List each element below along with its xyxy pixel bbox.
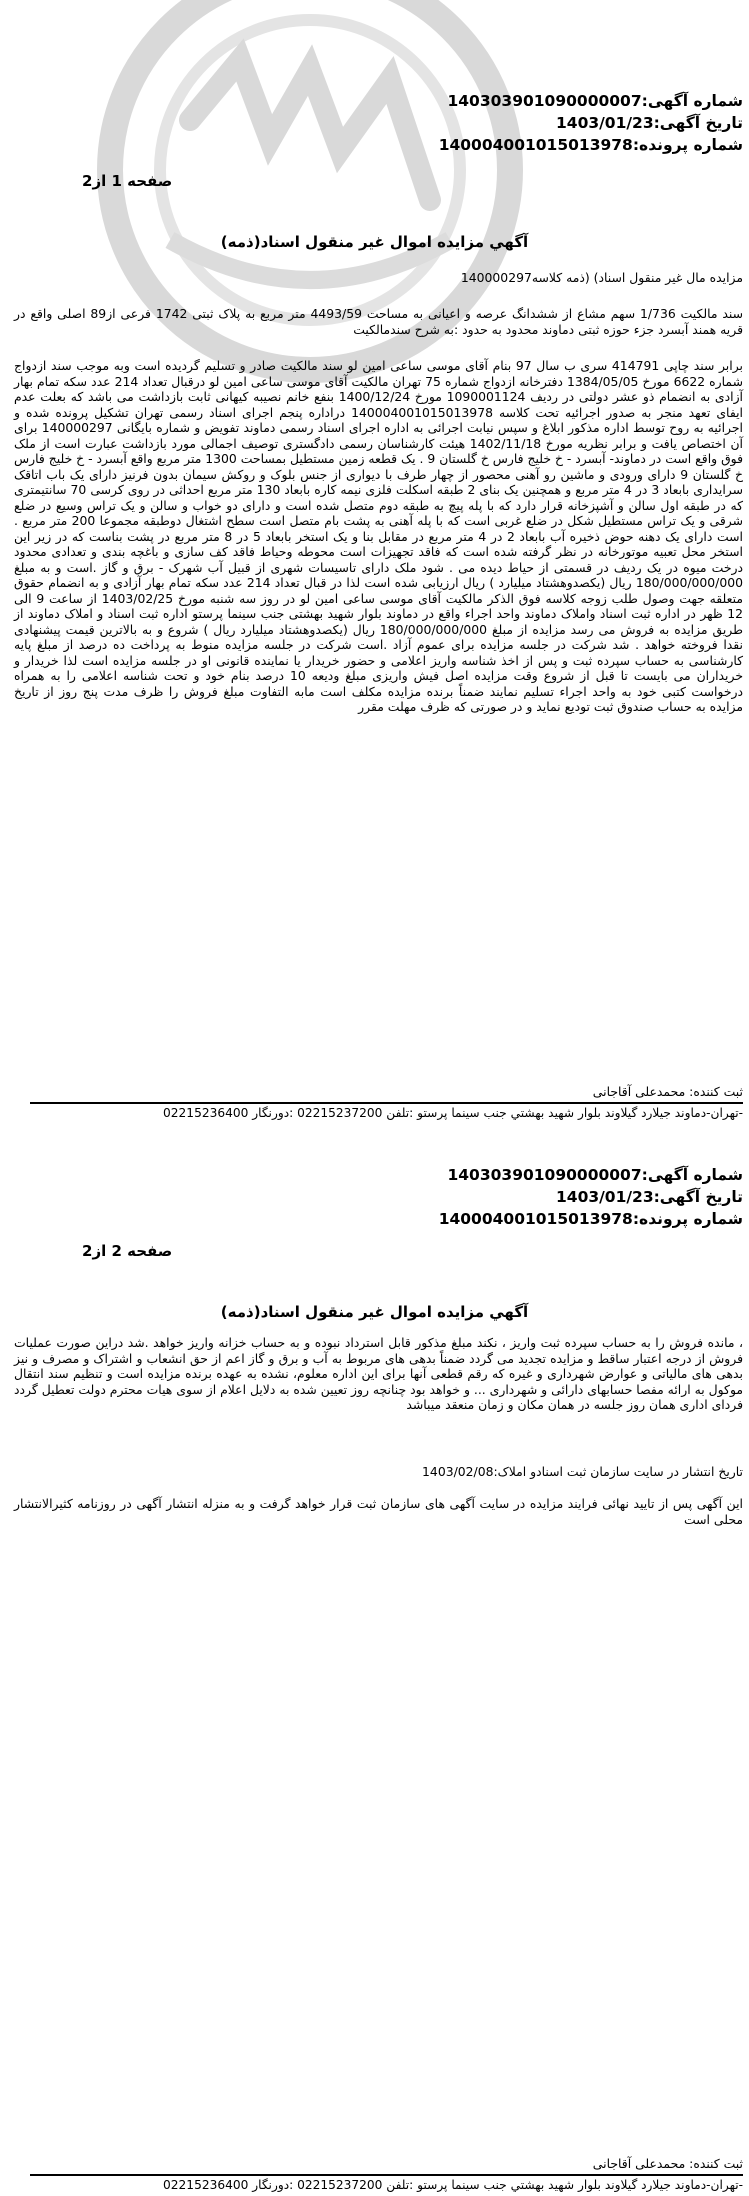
notice-title: آگهي مزايده اموال غير منقول اسناد(ذمه): [220, 1303, 529, 1321]
signature: ثبت کننده: محمدعلی آقاجانی: [592, 2156, 743, 2171]
document-page-2: [0, 1150, 749, 2196]
footer-divider: [30, 1102, 743, 1104]
notice-subtitle: مزایده مال غیر منقول اسناد) (ذمه کلاسه140000297: [460, 270, 743, 285]
paragraph-deed: سند مالکیت 1/736 سهم مشاع از ششدانگ عرصه و اعیانی به مساحت 4493/59 متر مربع به پلاک ثبتی 1742 فرعی از89 اصلی واقع در قریه همند آبسرد جزء حوزه ثبتی دماوند محدود به حدود :به شرح سندمالکیت: [14, 306, 743, 337]
page-label: صفحه 2 از2: [82, 1242, 173, 1260]
footer-address: -تهران-دماوند جیلارد گیلاوند بلوار شهید بهشتي جنب سینما پرستو :تلفن 02215237200 :دورنگار 02215236400: [163, 1106, 743, 1120]
paragraph-body: ، مانده فروش را به حساب سپرده ثبت واریز ، نکند مبلغ مذکور قابل استرداد نبوده و به حساب خزانه واریز خواهد .شد دراین صورت عملیات فروش از درجه اعتبار ساقط و مزایده تجدید می گردد ضمناً بدهی های مربوط به آب و برق و گاز اعم از حق انشعاب و اشتراک و مصرف و نیز بدهی های مالیاتی و عوارض شهرداری و غیره که رقم قطعی آنها برای این اداره معلوم، نشده به عهده برنده مزایده است و تنظیم سند انتقال موکول به ارائه مفصا حسابهای دارائی و شهرداری ... و خواهد بود چنانچه روز تعیین شده به دلایل اعلام از سوی هیات محترم دولت تعطیل گردد فردای اداری همان روز جلسه در همان مکان و زمان منعقد میباشد: [14, 1335, 743, 1412]
paragraph-publication: این آگهی پس از تایید نهائی فرایند مزایده در سایت آگهی های سازمان ثبت قرار خواهد گرفت و به منزله انتشار آگهی در روزنامه کثیرالانتشار محلی است: [14, 1496, 743, 1527]
footer-divider: [30, 2174, 743, 2176]
paragraph-body: برابر سند چاپی 414791 سری ب سال 97 بنام آقای موسی ساعی امین لو سند مالکیت صادر و تسلیم گردیده است وبه موجب سند ازدواج شماره 6622 مورخ 1384/05/05 دفترخانه ازدواج شماره 75 تهران مالکیت آقای موسی ساعی امین لو درقبال تعداد 214 عدد سکه تمام بهار آزادی به انضمام ذو عشر دولتی در ردیف 1090001124 مورخ 1400/12/24 بنفع خانم نصیبه کیهانی ثابت بازداشت می باشد که بعلت عدم ایفای تعهد منجر به صدور اجرائیه تحت کلاسه 140004001015013978 دراداره پنجم اجرای اسناد رسمی تهران تشکیل پرونده شده و اجرائیه به روح توسط اداره مذکور ابلاغ و سپس نیابت اجرائی به اداره اجرای اسناد رسمی دماوند تفویض و شماره بایگانی 140000297 برای آن اختصاص یافت و برابر نظریه مورخ 1402/11/18 هیئت کارشناسان رسمی دادگستری توصیف اجمالی مورد بازداشت عبارت است از ملک فوق واقع است در دماوند- آبسرد - خ خلیج فارس خ گلستان 9 . یک قطعه زمین مستطیل بمساحت 1300 متر مربع واقع آبسرد - خ خلیج فارس خ گلستان 9 دارای ورودی و ماشین رو آهنی محصور از چهار طرف با دیواری از جنس بلوک و روکش سیمان بدون فرنیز دارای یک باب اتاقک سرایداری بابعاد 3 در 4 متر مربع و همچنین یک بنای 2 طبقه اسکلت فلزی نیمه کاره بابعاد 130 متر مربع احداثی در روی کرسی 70 سانتیمتری که در طبقه اول سالن و آشپزخانه قرار دارد که با پله پیچ به طبقه دوم متصل شده است و دارای دو خواب و سالن و یک تراس وسیع در ضلع شرقی و یک تراس مستطیل شکل در ضلع غربی است که با پله آهنی به پشت بام متصل است سطح اشتغال دوطبقه مجموعا 200 متر مربع . است دارای یک دهنه حوض ذخیره آب بابعاد 2 در 4 متر مربع در مقابل بنا و یک استخر بابعاد 5 در 8 متر مربع در پشت بناست که در زیر این استخر محل تعبیه موتورخانه در نظر گرفته شده است که فاقد تجهیزات است محوطه وحیاط فاقد کف سازی و باغچه بندی و تعدادی محدود درخت میوه در یک ردیف در قسمتی از حیاط دیده می . شود ملک دارای تاسیسات شهری از قبیل آب شهرک - برق و گاز .است و به مبلغ 180/000/000/000 ریال (یکصدوهشتاد میلیارد ) ریال ارزیابی شده است لذا در قبال تعداد 214 عدد سکه تمام بهار آزادی و به انضمام حقوق متعلقه جهت وصول طلب زوجه کلاسه فوق الذکر مالکیت آقای موسی ساعی امین لو در روز سه شنبه مورخ 1403/02/25 از ساعت 9 الی 12 ظهر در اداره ثبت اسناد واملاک دماوند واحد اجراء واقع در دماوند بلوار شهید بهشتی جنب سینما پرستو اداره ثبت اسناد و املاک دماوند از طریق مزایده به فروش می رسد مزایده از مبلغ 180/000/000/000 ریال (یکصدوهشتاد میلیارد ریال ) شروع و به بالاترین قیمت پیشنهادی نقدا فروخته خواهد . شد شرکت در جلسه مزایده برای عموم آزاد .است شرکت در جلسه مزایده منوط به پرداخت ده درصد از مبلغ پایه کارشناسی به حساب سپرده ثبت و پس از اخذ شناسه واریز اعلامی و حضور خریدار یا نماینده قانونی او در جلسه مزایده است لذا خریدار و خریداران می بایست تا قبل از شروع وقت مزایده اصل فیش واریزی مبلغ ودیعه 10 درصد بنام خود و تحت شناسه اعلامی را به همراه درخواست کتبی خود به واحد اجراء تسلیم نمایند ضمناً برنده مزایده مکلف است مابه التفاوت مبلغ فروش را ظرف مدت پنج روز از تاریخ مزایده به حساب صندوق ثبت تودیع نماید و در صورتی که ظرف مهلت مقرر: [14, 358, 744, 714]
case-number: شماره پرونده:140004001015013978: [438, 1210, 743, 1228]
ad-header: [439, 90, 743, 156]
ad-date: تاریخ آگهی:1403/01/23: [556, 114, 743, 132]
notice-title: آگهي مزايده اموال غير منقول اسناد(ذمه): [220, 233, 529, 251]
case-number: شماره پرونده:140004001015013978: [438, 136, 743, 154]
signature: ثبت کننده: محمدعلی آقاجانی: [592, 1084, 743, 1098]
ad-header: [439, 1164, 743, 1230]
emblem-icon: [10, 0, 570, 420]
page-label: صفحه 1 از2: [82, 172, 173, 190]
footer-address: -تهران-دماوند جیلارد گیلاوند بلوار شهید بهشتي جنب سینما پرستو :تلفن 02215237200 :دورنگار 02215236400: [163, 2178, 743, 2192]
ad-number: شماره آگهی:140303901090000007: [447, 1166, 743, 1184]
ad-date: تاریخ آگهی:1403/01/23: [556, 1188, 743, 1206]
publish-date: تاریخ انتشار در سایت سازمان ثبت اسنادو املاک:1403/02/08: [422, 1464, 743, 1479]
ad-number: شماره آگهی:140303901090000007: [447, 92, 743, 110]
